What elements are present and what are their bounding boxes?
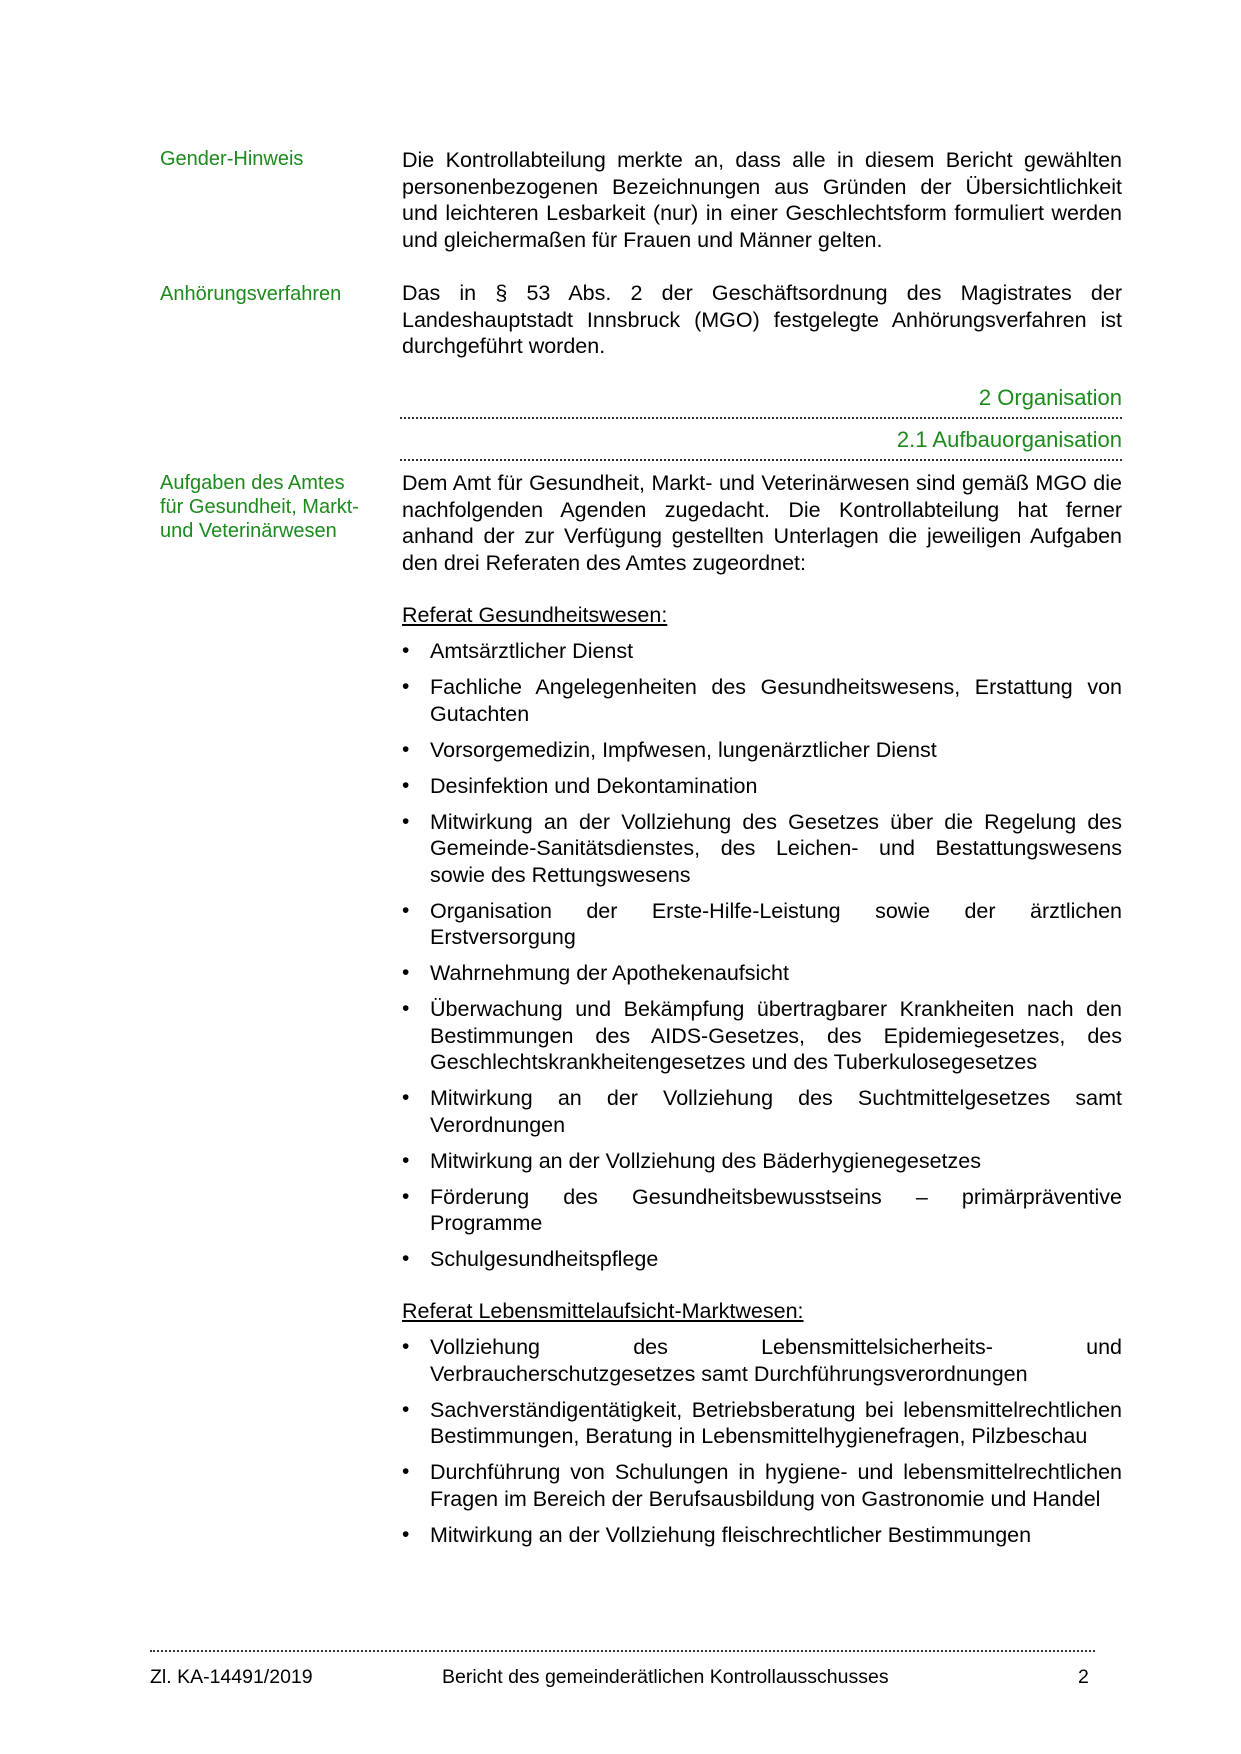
list-item-text: Sachverständigentätigkeit, Betriebsberatung bei lebensmittelrechtlichen Bestimmungen, Beratung in Lebensmittelhygienefragen, Pilzbeschau: [430, 1397, 1122, 1448]
bullet-icon: •: [402, 898, 410, 922]
heading-divider: [400, 459, 1122, 461]
bullet-icon: •: [402, 737, 410, 761]
list-item: [402, 1085, 1122, 1138]
footer-divider: [150, 1650, 1095, 1652]
bullet-icon: •: [402, 1522, 410, 1546]
heading-organisation: 2 Organisation: [978, 385, 1122, 410]
bullet-icon: •: [402, 1148, 410, 1172]
heading-divider: [400, 417, 1122, 419]
list-item: [402, 638, 1122, 665]
list-item: [402, 898, 1122, 951]
margin-note-anhoerung: Anhörungsverfahren: [160, 283, 342, 305]
bullet-icon: •: [402, 675, 410, 698]
bullet-icon: •: [402, 961, 410, 984]
bullet-icon: •: [402, 1335, 410, 1358]
bullet-icon: •: [402, 639, 410, 662]
bullet-icon: •: [402, 1247, 410, 1270]
list-item: [402, 773, 1122, 800]
list-item-text: Schulgesundheitspflege: [430, 1247, 659, 1271]
list-item-text: Vorsorgemedizin, Impfwesen, lungenärztlicher Dienst: [430, 737, 937, 762]
paragraph-gender: Die Kontrollabteilung merkte an, dass alle in diesem Bericht gewählten personenbezogenen Bezeichnungen aus Gründen der Übersichtlichkeit und leichteren Lesbarkeit (nur) in einer Geschlechtsform formuliert werden und gleichermaßen für Frauen und Männer gelten.: [402, 148, 1122, 252]
bullet-icon: •: [402, 809, 410, 833]
subhead-referat-gesundheit: Referat Gesundheitswesen:: [402, 603, 668, 627]
list-item: [402, 1459, 1122, 1512]
list-referat-gesundheit: [402, 638, 1122, 1282]
bullet-icon: •: [402, 997, 410, 1020]
paragraph-anhoerung: Das in § 53 Abs. 2 der Geschäftsordnung des Magistrates der Landeshauptstadt Innsbruck (MGO) festgelegte Anhörungsverfahren ist durchgeführt worden.: [402, 281, 1122, 358]
page-number: 2: [1078, 1666, 1089, 1688]
list-item-text: Mitwirkung an der Vollziehung des Gesetzes über die Regelung des Gemeinde-Sanitätsdienstes, des Leichen- und Bestattungswesens sowie des Rettungswesens: [430, 809, 1122, 887]
list-item: [402, 1184, 1122, 1237]
list-item: [402, 1397, 1122, 1450]
list-item-text: Mitwirkung an der Vollziehung des Bäderhygienegesetzes: [430, 1148, 981, 1173]
list-referat-lebensmittel: [402, 1334, 1122, 1558]
list-item: [402, 1148, 1122, 1175]
list-item-text: Organisation der Erste-Hilfe-Leistung sowie der ärztlichen Erstversorgung: [430, 898, 1122, 949]
list-item-text: Überwachung und Bekämpfung übertragbarer Krankheiten nach den Bestimmungen des AIDS-Gesetzes, des Epidemiegesetzes, des Geschlechtskrankheitengesetzes und des Tuberkulosegesetzes: [430, 997, 1122, 1074]
list-item: [402, 1522, 1122, 1549]
list-item-text: Förderung des Gesundheitsbewusstseins – primärpräventive Programme: [430, 1184, 1122, 1235]
list-item-text: Fachliche Angelegenheiten des Gesundheitswesens, Erstattung von Gutachten: [430, 675, 1122, 726]
list-item: [402, 1246, 1122, 1273]
margin-note-gender: Gender-Hinweis: [160, 148, 304, 170]
list-item-text: Durchführung von Schulungen in hygiene- und lebensmittelrechtlichen Fragen im Bereich der Berufsausbildung von Gastronomie und Handel: [430, 1460, 1122, 1511]
footer-reference: Zl. KA-14491/2019: [150, 1666, 313, 1688]
bullet-icon: •: [402, 1086, 410, 1109]
heading-aufbauorganisation: 2.1 Aufbauorganisation: [896, 427, 1122, 452]
list-item-text: Desinfektion und Dekontamination: [430, 773, 758, 798]
list-item: [402, 737, 1122, 764]
list-item-text: Mitwirkung an der Vollziehung fleischrechtlicher Bestimmungen: [430, 1522, 1032, 1547]
list-item: [402, 809, 1122, 889]
list-item: [402, 1334, 1122, 1387]
bullet-icon: •: [402, 1184, 410, 1208]
margin-note-aufgaben: Aufgaben des Amtes für Gesundheit, Markt- und Veterinärwesen: [160, 472, 359, 542]
list-item: [402, 960, 1122, 987]
list-item-text: Amtsärztlicher Dienst: [430, 639, 634, 663]
subhead-referat-lebensmittel: Referat Lebensmittelaufsicht-Marktwesen:: [402, 1299, 804, 1323]
bullet-icon: •: [402, 773, 410, 797]
list-item: [402, 996, 1122, 1076]
list-item-text: Wahrnehmung der Apothekenaufsicht: [430, 961, 789, 985]
paragraph-aufgaben: Dem Amt für Gesundheit, Markt- und Veterinärwesen sind gemäß MGO die nachfolgenden Agenden zugedacht. Die Kontrollabteilung hat ferner anhand der zur Verfügung gestellten Unterlagen die jeweiligen Aufgaben den drei Referaten des Amtes zugeordnet:: [402, 471, 1122, 575]
bullet-icon: •: [402, 1460, 410, 1483]
footer-title: Bericht des gemeinderätlichen Kontrollausschusses: [442, 1666, 889, 1688]
bullet-icon: •: [402, 1397, 410, 1421]
list-item: [402, 674, 1122, 727]
list-item-text: Vollziehung des Lebensmittelsicherheits- und Verbraucherschutzgesetzes samt Durchführungsverordnungen: [430, 1335, 1122, 1386]
list-item-text: Mitwirkung an der Vollziehung des Suchtmittelgesetzes samt Verordnungen: [430, 1086, 1122, 1137]
